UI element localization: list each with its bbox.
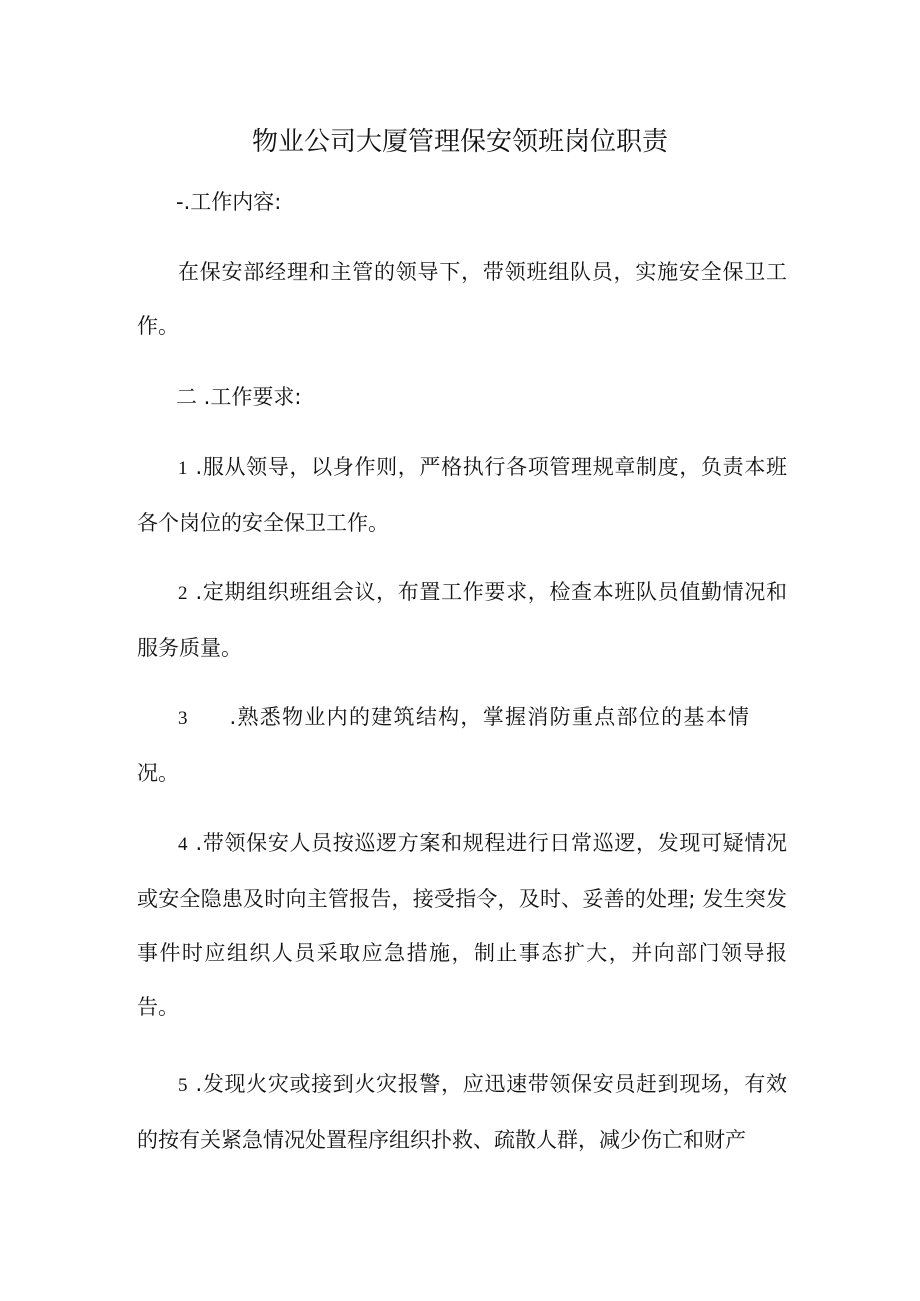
requirement-item-2	[137, 565, 787, 675]
paragraph-work-content: 在保安部经理和主管的领导下，带领班组队员，实施安全保卫工作。	[137, 260, 787, 338]
requirement-item-5	[137, 1057, 787, 1167]
item-number: 5	[178, 1075, 188, 1096]
item-text: .带领保安人员按巡逻方案和规程进行日常巡逻，发现可疑情况或安全隐患及时向主管报告，接受指令，及时、妥善的处理; 发生突发事件时应组织人员采取应急措施，制止事态扩大，并向部门领导报告。	[137, 831, 787, 1019]
item-text: .发现火灾或接到火灾报警，应迅速带领保安员赶到现场，有效的按有关紧急情况处置程序组织扑救、疏散人群，减少伤亡和财产	[137, 1072, 787, 1152]
document-title: 物业公司大厦管理保安领班岗位职责	[251, 127, 668, 157]
section-heading-work-content: -.工作内容:	[176, 190, 282, 214]
item-text: .定期组织班组会议，布置工作要求，检查本班队员值勤情况和服务质量。	[137, 580, 787, 660]
requirement-item-3	[137, 690, 749, 800]
section-heading-work-requirements: 二 .工作要求:	[176, 385, 302, 409]
item-text: .熟悉物业内的建筑结构，掌握消防重点部位的基本情况。	[137, 705, 749, 785]
requirement-item-4	[137, 816, 787, 1034]
item-number: 2	[178, 583, 188, 604]
item-text: .服从领导，以身作则，严格执行各项管理规章制度，负责本班各个岗位的安全保卫工作。	[137, 455, 787, 535]
requirement-item-1	[137, 440, 787, 550]
item-number: 1	[178, 458, 188, 479]
item-number: 4	[178, 834, 188, 855]
item-number: 3	[178, 708, 188, 729]
